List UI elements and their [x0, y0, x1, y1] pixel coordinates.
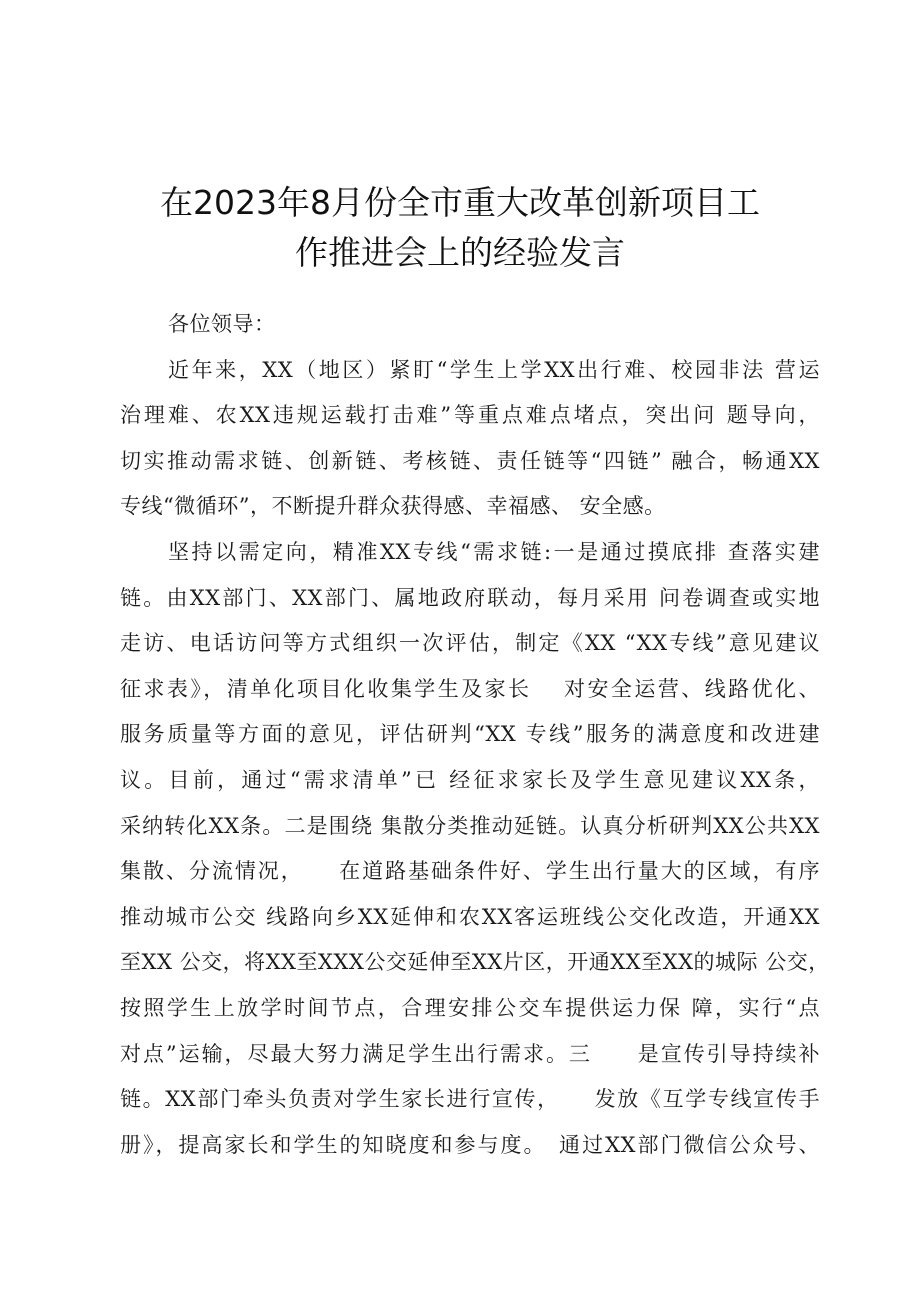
body-line: 推动城市公交 线路向乡XX延伸和农XX客运班线公交化改造，开通XX — [120, 904, 820, 929]
body-line: 链。XX部门牵头负责对学生家长进行宣传， 发放《互学专线宣传手 — [120, 1087, 820, 1112]
body-line: 链。由XX部门、XX部门、属地政府联动，每月采用 问卷调查或实地 — [120, 585, 820, 610]
body-line: 征求表》，清单化项目化收集学生及家长 对安全运营、线路优化、 — [120, 676, 820, 701]
body-line: 治理难、农XX违规运载打击难”等重点难点堵点，突出问 题导向， — [120, 403, 820, 428]
body-line: 对点”运输，尽最大努力满足学生出行需求。三 是宣传引导持续补 — [120, 1041, 820, 1066]
salutation: 各位领导： — [168, 312, 276, 336]
title-line-1: 在2023年8月份全市重大改革创新项目工 — [160, 183, 760, 222]
document-body — [120, 302, 830, 1168]
document-title — [80, 178, 840, 278]
title-line-2: 作推进会上的经验发言 — [295, 233, 625, 272]
body-line: 专线“微循环”，不断提升群众获得感、幸福感、 安全感。 — [120, 494, 666, 519]
body-line: 切实推动需求链、创新链、考核链、责任链等“四链” 融合，畅通XX — [120, 448, 820, 473]
body-line: 集散、分流情况， 在道路基础条件好、学生出行量大的区域，有序 — [120, 859, 820, 884]
body-line: 按照学生上放学时间节点，合理安排公交车提供运力保 障，实行“点 — [120, 995, 820, 1020]
body-line: 走访、电话访问等方式组织一次评估，制定《XX “XX专线”意见建议 — [120, 631, 820, 656]
body-line: 采纳转化XX条。二是围绕 集散分类推动延链。认真分析研判XX公共XX — [120, 813, 820, 838]
body-line: 至XX 公交，将XX至XXX公交延伸至XX片区，开通XX至XX的城际 公交， — [120, 950, 830, 975]
body-line: 议。目前，通过“需求清单”已 经征求家长及学生意见建议XX条， — [120, 767, 820, 792]
body-line: 册》，提高家长和学生的知晓度和参与度。 通过XX部门微信公众号、 — [120, 1132, 820, 1157]
body-line: 近年来，XX（地区）紧盯“学生上学XX出行难、校园非法 营运 — [168, 357, 820, 382]
body-line: 坚持以需定向，精准XX专线“需求链:一是通过摸底排 查落实建 — [168, 539, 820, 564]
body-line: 服务质量等方面的意见，评估研判“XX 专线”服务的满意度和改进建 — [120, 722, 820, 747]
